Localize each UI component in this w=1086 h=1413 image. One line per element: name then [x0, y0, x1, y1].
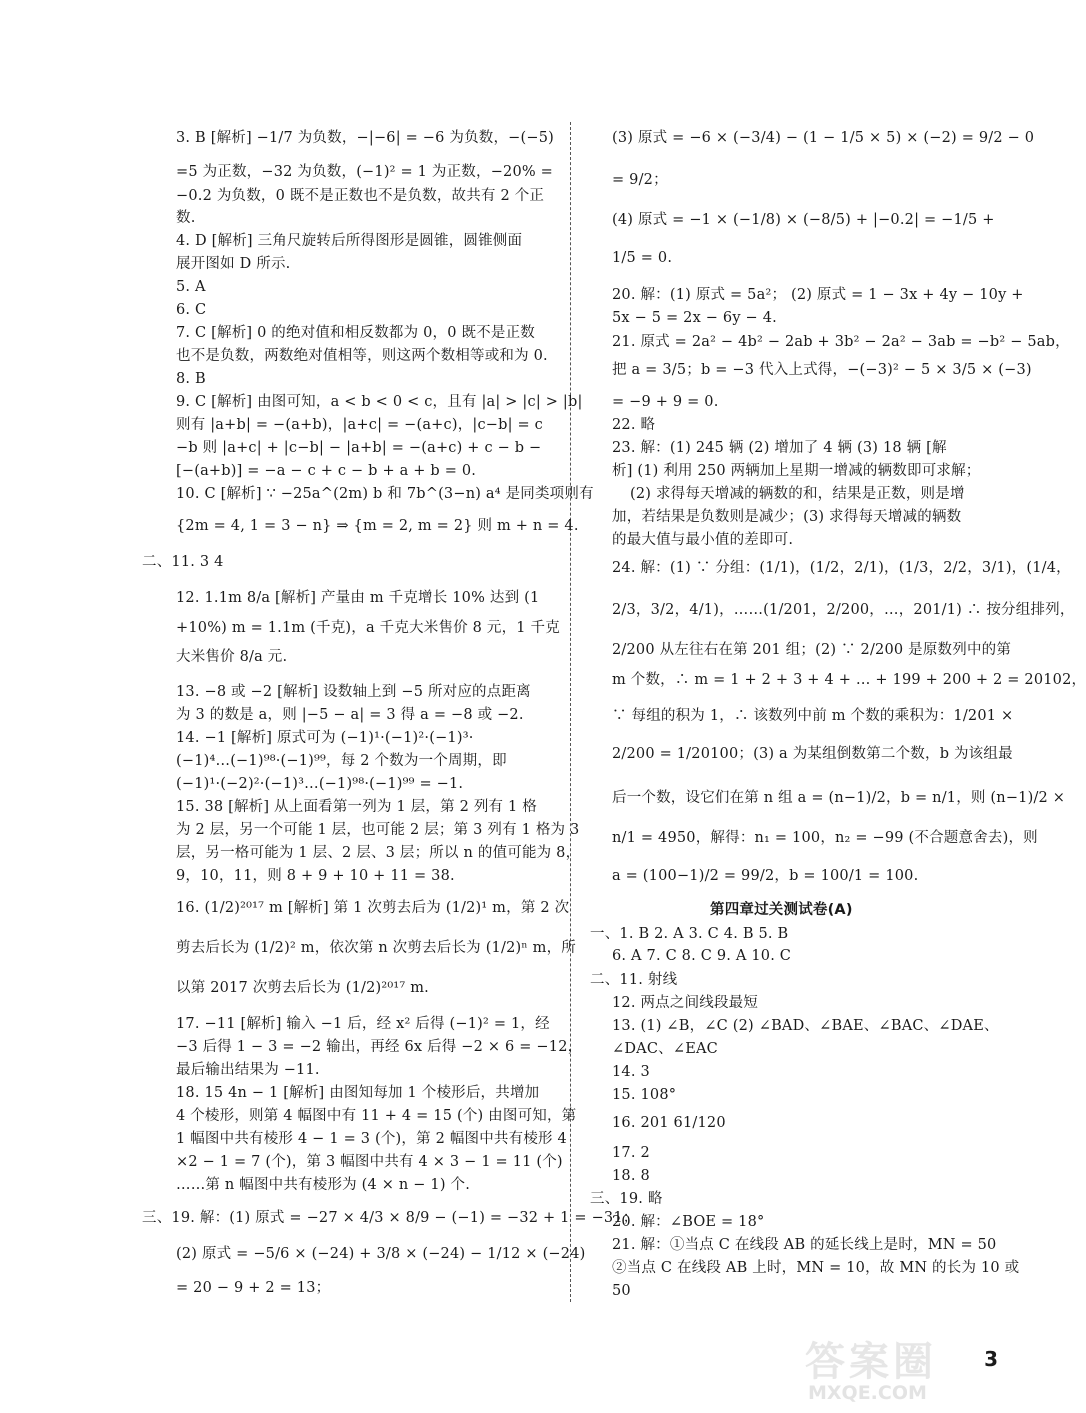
text-line: 5. A: [176, 279, 206, 295]
text-line: 6. A 7. C 8. C 9. A 10. C: [612, 948, 792, 964]
text-line: 三、19. 解：(1) 原式 = −27 × 4/3 × 8/9 − (−1) = −32 + 1 = −31；: [142, 1210, 638, 1226]
text-line: −3 后得 1 − 3 = −2 输出，再经 6x 后得 −2 × 6 = −12，: [176, 1039, 583, 1055]
text-line: 18. 8: [612, 1168, 650, 1184]
text-line: (−1)¹·(−2)²·(−1)³…(−1)⁹⁸·(−1)⁹⁹ = −1.: [176, 776, 464, 792]
text-line: 最后输出结果为 −11.: [176, 1062, 320, 1078]
text-line: 的最大值与最小值的差即可.: [612, 532, 794, 548]
text-line: 1/5 = 0.: [612, 250, 673, 266]
text-line: n/1 = 4950，解得：n₁ = 100，n₂ = −99 (不合题意舍去)，则: [612, 830, 1038, 846]
text-line: 13. (1) ∠B，∠C (2) ∠BAD、∠BAE、∠BAC、∠DAE、: [612, 1018, 999, 1034]
text-line: 三、19. 略: [590, 1191, 663, 1207]
text-line: 一、1. B 2. A 3. C 4. B 5. B: [590, 926, 789, 942]
text-line: 3. B [解析] −1/7 为负数，−|−6| = −6 为负数，−(−5): [176, 130, 555, 146]
text-line: 展开图如 D 所示.: [176, 256, 291, 272]
text-line: 17. −11 [解析] 输入 −1 后，经 x² 后得 (−1)² = 1，经: [176, 1016, 550, 1032]
text-line: m 个数，∴ m = 1 + 2 + 3 + 4 + … + 199 + 200 + 2 = 20102，: [612, 672, 1086, 688]
text-line: 7. C [解析] 0 的绝对值和相反数都为 0，0 既不是正数: [176, 325, 535, 341]
watermark-url: MXQE.COM: [808, 1382, 927, 1404]
text-line: 1 幅图中共有棱形 4 − 1 = 3 (个)，第 2 幅图中共有棱形 4: [176, 1131, 567, 1147]
text-line: 2/3，3/2，4/1)，……(1/201，2/200，…，201/1) ∴ 按分组排列，: [612, 602, 1075, 618]
text-line: 剪去后长为 (1/2)² m，依次第 n 次剪去后长为 (1/2)ⁿ m，所: [176, 940, 576, 956]
text-line: 加，若结果是负数则是减少；(3) 求得每天增减的辆数: [612, 509, 962, 525]
text-line: [−(a+b)] = −a − c + c − b + a + b = 0.: [176, 463, 477, 479]
text-line: 22. 略: [612, 417, 656, 433]
text-line: +10%) m = 1.1m (千克)，a 千克大米售价 8 元，1 千克: [176, 620, 560, 636]
text-line: 后一个数，设它们在第 n 组 a = (n−1)/2，b = n/1，则 (n−1)/2 ×: [612, 790, 1066, 806]
text-line: 10. C [解析] ∵ −25a^(2m) b 和 7b^(3−n) a⁴ 是同类项则有: [176, 486, 594, 502]
text-line: 13. −8 或 −2 [解析] 设数轴上到 −5 所对应的点距离: [176, 684, 531, 700]
text-line: 16. 201 61/120: [612, 1115, 726, 1131]
text-line: −0.2 为负数，0 既不是正数也不是负数，故共有 2 个正: [176, 188, 545, 204]
text-line: ∠DAC、∠EAC: [612, 1041, 718, 1057]
text-line: 24. 解：(1) ∵ 分组：(1/1)，(1/2，2/1)，(1/3，2/2，3/1)，(1/4，: [612, 560, 1071, 576]
text-line: 50: [612, 1283, 631, 1299]
text-line: = −9 + 9 = 0.: [612, 394, 719, 410]
text-line: = 20 − 9 + 2 = 13；: [176, 1280, 331, 1296]
text-line: 12. 1.1m 8/a [解析] 产量由 m 千克增长 10% 达到 (1: [176, 590, 540, 606]
text-line: 以第 2017 次剪去后长为 (1/2)²⁰¹⁷ m.: [176, 980, 429, 996]
text-line: −b 则 |a+c| + |c−b| − |a+b| = −(a+c) + c − b −: [176, 440, 542, 456]
text-line: (3) 原式 = −6 × (−3/4) − (1 − 1/5 × 5) × (−2) = 9/2 − 0: [612, 130, 1035, 146]
text-line: 21. 原式 = 2a² − 4b² − 2ab + 3b² − 2a² − 3ab = −b² − 5ab，: [612, 334, 1070, 350]
text-line: 数.: [176, 210, 196, 226]
text-line: 9. C [解析] 由图可知，a < b < 0 < c，且有 |a| > |c| > |b|: [176, 394, 583, 410]
text-line: 8. B: [176, 371, 206, 387]
text-line: 层，另一格可能为 1 层、2 层、3 层；所以 n 的值可能为 8，: [176, 845, 581, 861]
text-line: 4 个棱形，则第 4 幅图中有 11 + 4 = 15 (个) 由图可知，第: [176, 1108, 577, 1124]
text-line: (2) 求得每天增减的辆数的和，结果是正数，则是增: [630, 486, 965, 502]
text-line: ∵ 每组的积为 1，∴ 该数列中前 m 个数的乘积为：1/201 ×: [612, 708, 1014, 724]
text-line: 2/200 = 1/20100；(3) a 为某组倒数第二个数，b 为该组最: [612, 746, 1013, 762]
text-line: ②当点 C 在线段 AB 上时，MN = 10，故 MN 的长为 10 或: [612, 1260, 1020, 1276]
text-line: (−1)⁴…(−1)⁹⁸·(−1)⁹⁹，每 2 个数为一个周期，即: [176, 753, 507, 769]
text-line: 15. 108°: [612, 1087, 677, 1103]
text-line: 17. 2: [612, 1145, 650, 1161]
text-line: 析] (1) 利用 250 两辆加上星期一增减的辆数即可求解；: [612, 463, 981, 479]
text-line: 14. −1 [解析] 原式可为 (−1)¹·(−1)²·(−1)³·: [176, 730, 474, 746]
text-line: 21. 解：①当点 C 在线段 AB 的延长线上是时，MN = 50: [612, 1237, 997, 1253]
text-line: 23. 解：(1) 245 辆 (2) 增加了 4 辆 (3) 18 辆 [解: [612, 440, 947, 456]
text-line: {2m = 4, 1 = 3 − n} ⇒ {m = 2, m = 2} 则 m + n = 4.: [176, 518, 579, 534]
text-line: 大米售价 8/a 元.: [176, 649, 288, 665]
section-title: 第四章过关测试卷(A): [710, 902, 853, 918]
watermark-logo: 答案圈: [805, 1339, 937, 1385]
page-number: 3: [984, 1347, 998, 1371]
text-line: 20. 解：∠BOE = 18°: [612, 1214, 765, 1230]
text-line: 16. (1/2)²⁰¹⁷ m [解析] 第 1 次剪去后为 (1/2)¹ m，第 2 次: [176, 900, 570, 916]
text-line: = 9/2；: [612, 172, 668, 188]
text-line: ×2 − 1 = 7 (个)，第 3 幅图中共有 4 × 3 − 1 = 11 (个): [176, 1154, 563, 1170]
text-line: (4) 原式 = −1 × (−1/8) × (−8/5) + |−0.2| = −1/5 +: [612, 212, 995, 228]
text-line: =5 为正数，−32 为负数，(−1)² = 1 为正数，−20% =: [176, 164, 554, 180]
text-line: 把 a = 3/5；b = −3 代入上式得，−(−3)² − 5 × 3/5 × (−3): [612, 362, 1032, 378]
text-line: 二、11. 射线: [590, 972, 678, 988]
text-line: 为 2 层，另一个可能 1 层，也可能 2 层；第 3 列有 1 格为 3: [176, 822, 580, 838]
text-line: 4. D [解析] 三角尺旋转后所得图形是圆锥，圆锥侧面: [176, 233, 523, 249]
text-line: 20. 解：(1) 原式 = 5a²； (2) 原式 = 1 − 3x + 4y − 10y +: [612, 287, 1024, 303]
text-line: 12. 两点之间线段最短: [612, 995, 759, 1011]
text-line: 也不是负数，两数绝对值相等，则这两个数相等或和为 0.: [176, 348, 548, 364]
text-line: 2/200 从左往右在第 201 组；(2) ∵ 2/200 是原数列中的第: [612, 642, 1012, 658]
text-line: 二、11. 3 4: [142, 554, 224, 570]
text-line: 9，10，11，则 8 + 9 + 10 + 11 = 38.: [176, 868, 455, 884]
text-line: ……第 n 幅图中共有棱形为 (4 × n − 1) 个.: [176, 1177, 471, 1193]
text-line: 为 3 的数是 a，则 |−5 − a| = 3 得 a = −8 或 −2.: [176, 707, 524, 723]
text-line: a = (100−1)/2 = 99/2，b = 100/1 = 100.: [612, 868, 919, 884]
text-line: 14. 3: [612, 1064, 650, 1080]
text-line: 5x − 5 = 2x − 6y − 4.: [612, 310, 777, 326]
text-line: 18. 15 4n − 1 [解析] 由图知每加 1 个棱形后，共增加: [176, 1085, 540, 1101]
text-line: 15. 38 [解析] 从上面看第一列为 1 层，第 2 列有 1 格: [176, 799, 537, 815]
text-line: 6. C: [176, 302, 207, 318]
text-line: 则有 |a+b| = −(a+b)，|a+c| = −(a+c)，|c−b| = c: [176, 417, 544, 433]
text-line: (2) 原式 = −5/6 × (−24) + 3/8 × (−24) − 1/12 × (−24): [176, 1246, 586, 1262]
